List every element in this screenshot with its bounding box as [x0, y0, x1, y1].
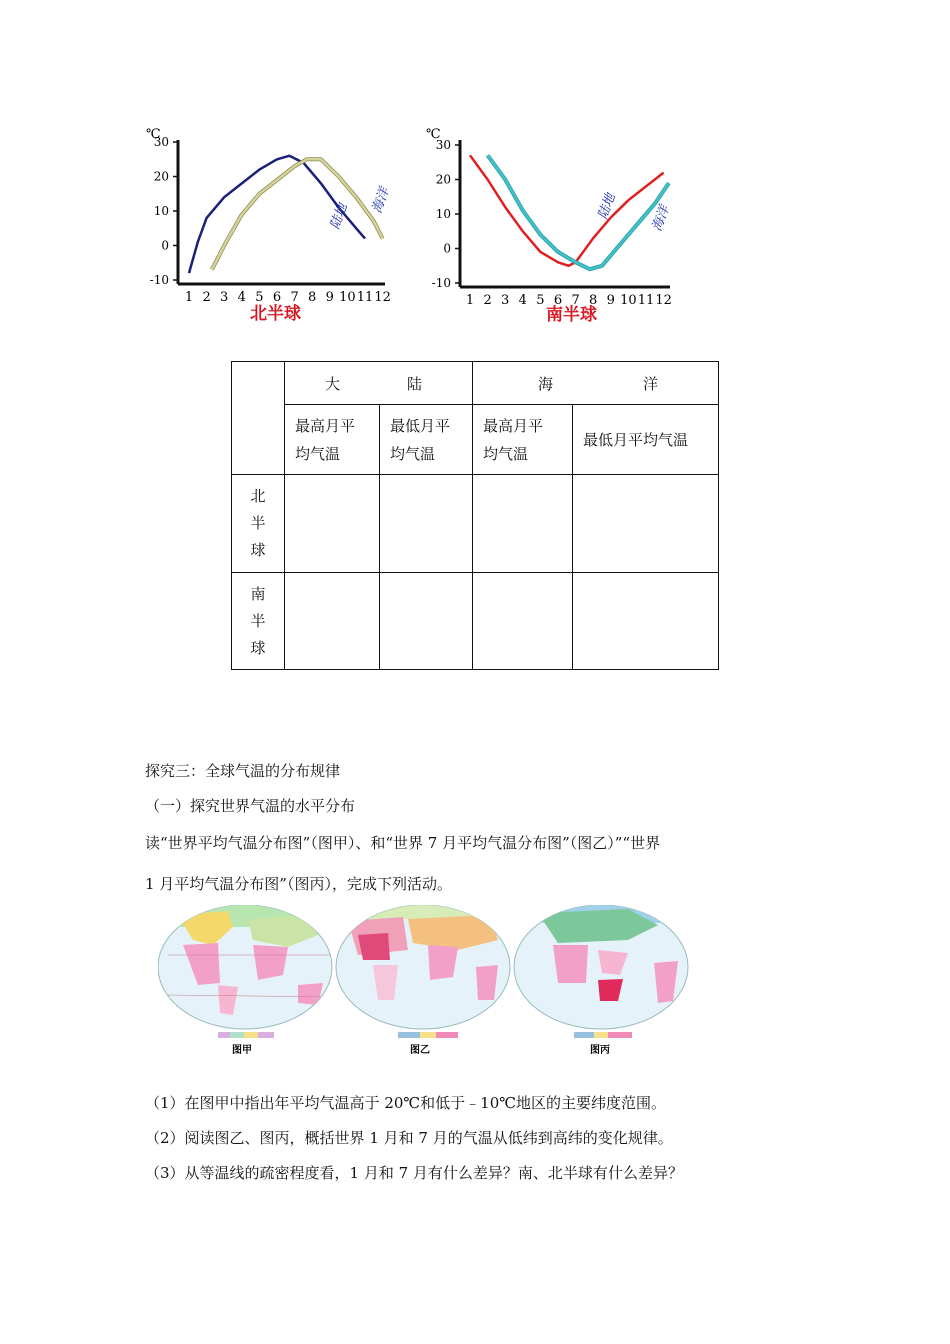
map-label-january: 图丙	[590, 1045, 610, 1056]
world-temperature-maps	[158, 905, 690, 1057]
x-tick-label: 6	[272, 290, 282, 305]
y-tick-label: 10	[153, 204, 169, 218]
corner-cell	[232, 362, 285, 475]
x-tick-label: 11	[637, 293, 655, 308]
sea-label: 海洋	[369, 185, 393, 216]
land-label: 陆地	[327, 201, 351, 232]
sea-min-header: 最低月平均气温	[573, 405, 719, 475]
x-tick-label: 4	[237, 290, 246, 305]
north-hemisphere-chart	[140, 122, 410, 332]
x-tick-label: 3	[501, 293, 510, 308]
y-tick-label: 0	[443, 241, 451, 256]
x-tick-label: 11	[356, 290, 374, 305]
land-min-header: 最低月平均气温	[380, 405, 473, 475]
map-annual	[158, 905, 338, 1038]
section-subtitle: （一）探究世界气温的水平分布	[145, 797, 356, 815]
map-january	[514, 905, 688, 1038]
map-july	[336, 905, 510, 1038]
intro-line-1: 读“世界平均气温分布图”（图甲）、和“世界 7 月平均气温分布图”（图乙）”“世界	[145, 834, 661, 852]
x-tick-label: 1	[465, 293, 475, 308]
y-tick-label: 0	[161, 238, 169, 253]
x-tick-label: 10	[339, 290, 356, 305]
x-tick-label: 1	[184, 290, 194, 305]
south-row-header: 南 半 球	[232, 573, 285, 670]
x-tick-label: 5	[536, 293, 545, 308]
table-cell[interactable]	[573, 573, 719, 670]
ocean-char-1: 海	[538, 374, 554, 393]
continent-char-1: 大	[325, 374, 341, 393]
y-tick-label: 30	[435, 138, 451, 152]
x-tick-label: 8	[308, 290, 317, 305]
section-title: 探究三：全球气温的分布规律	[145, 762, 341, 780]
question-3: （3）从等温线的疏密程度看，1 月和 7 月有什么差异？南、北半球有什么差异？	[145, 1164, 683, 1182]
table-cell[interactable]	[473, 475, 573, 573]
x-tick-label: 9	[325, 290, 334, 305]
table-cell[interactable]	[573, 475, 719, 573]
x-tick-label: 9	[606, 293, 615, 308]
x-tick-label: 7	[290, 290, 299, 305]
temperature-comparison-table	[231, 361, 719, 670]
table-cell[interactable]	[380, 475, 473, 573]
x-tick-label: 12	[655, 293, 672, 308]
x-tick-label: 2	[483, 293, 492, 308]
y-tick-label: 10	[435, 207, 451, 221]
series-ocean	[488, 155, 669, 269]
table-cell[interactable]	[285, 475, 380, 573]
question-2: （2）阅读图乙、图丙，概括世界 1 月和 7 月的气温从低纬到高纬的变化规律。	[145, 1129, 673, 1147]
y-tick-label: 20	[435, 172, 451, 187]
series-ocean-outline	[212, 159, 383, 269]
x-tick-label: 2	[202, 290, 211, 305]
chart-caption: 南半球	[546, 305, 597, 325]
ocean-header	[473, 362, 719, 405]
series-ocean-outline	[488, 155, 669, 269]
sea-label: 海洋	[649, 203, 673, 234]
x-tick-label: 10	[620, 293, 637, 308]
south-hemisphere-chart	[420, 122, 700, 332]
question-1: （1）在图甲中指出年平均气温高于 20℃和低于﹣10℃地区的主要纬度范围。	[145, 1094, 667, 1112]
x-tick-label: 4	[518, 293, 527, 308]
land-max-header: 最高月平均气温	[285, 405, 380, 475]
x-tick-label: 5	[255, 290, 264, 305]
y-tick-label: -10	[149, 273, 169, 287]
x-tick-label: 12	[374, 290, 391, 305]
north-row-header: 北 半 球	[232, 475, 285, 573]
x-tick-label: 7	[571, 293, 580, 308]
series-ocean	[212, 159, 383, 269]
intro-line-2: 1 月平均气温分布图”（图丙），完成下列活动。	[145, 875, 452, 893]
table-cell[interactable]	[380, 573, 473, 670]
sea-max-header: 最高月平均气温	[473, 405, 573, 475]
land-label: 陆地	[595, 191, 619, 222]
table-cell[interactable]	[473, 573, 573, 670]
continent-char-2: 陆	[406, 374, 422, 393]
y-tick-label: -10	[431, 276, 451, 290]
y-unit: ℃	[426, 127, 441, 142]
y-unit: ℃	[146, 127, 161, 142]
y-tick-label: 20	[153, 169, 169, 184]
x-tick-label: 3	[220, 290, 229, 305]
map-label-july: 图乙	[410, 1045, 430, 1056]
table-cell[interactable]	[285, 573, 380, 670]
map-label-annual: 图甲	[232, 1045, 252, 1056]
ocean-char-2: 洋	[642, 374, 658, 393]
x-tick-label: 6	[553, 293, 563, 308]
y-tick-label: 30	[153, 135, 169, 149]
chart-caption: 北半球	[250, 304, 301, 324]
continent-header	[285, 362, 473, 405]
x-tick-label: 8	[589, 293, 598, 308]
